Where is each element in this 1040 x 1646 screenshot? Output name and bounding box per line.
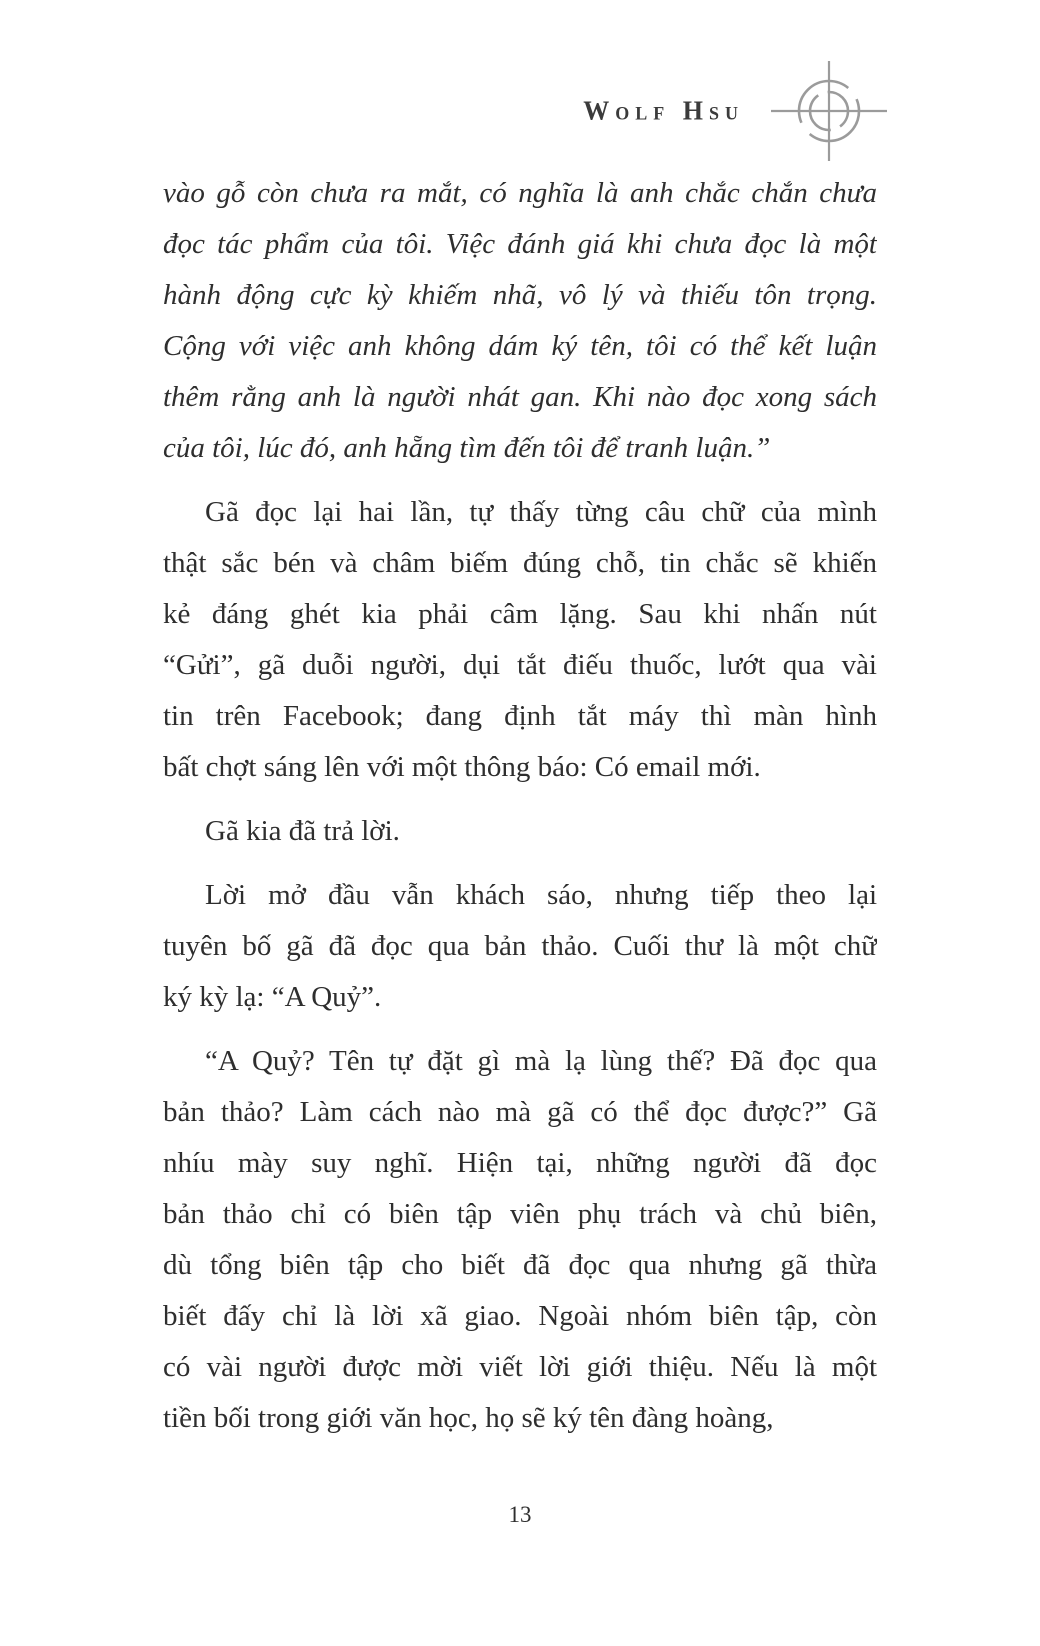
text-line: biết đấy chỉ là lời xã giao. Ngoài nhóm biên tập, còn [163,1300,877,1332]
text-line: nhíu mày suy nghĩ. Hiện tại, những người đã đọc [163,1147,877,1179]
text-line: bản thảo chỉ có biên tập viên phụ trách và chủ biên, [163,1198,877,1230]
text-line: Cộng với việc anh không dám ký tên, tôi có thể kết luận [163,330,877,362]
text-line: vào gỗ còn chưa ra mắt, có nghĩa là anh chắc chắn chưa [163,177,877,209]
text-line: “A Quỷ? Tên tự đặt gì mà lạ lùng thế? Đã đọc qua [205,1045,877,1077]
paragraph [163,1036,877,1444]
text-line: tuyên bố gã đã đọc qua bản thảo. Cuối thư là một chữ [163,930,877,962]
text-line: thật sắc bén và châm biếm đúng chỗ, tin chắc sẽ khiến [163,547,877,579]
text-block [163,168,877,1457]
text-line: kẻ đáng ghét kia phải câm lặng. Sau khi nhấn nút [163,598,877,630]
page-number: 13 [508,1502,532,1527]
text-line: ký kỳ lạ: “A Quỷ”. [163,981,382,1013]
text-line: có vài người được mời viết lời giới thiệu. Nếu là một [163,1351,877,1383]
text-line: tin trên Facebook; đang định tắt máy thì màn hình [163,700,877,732]
text-line: thêm rằng anh là người nhát gan. Khi nào đọc xong sách [163,381,877,413]
text-line: dù tổng biên tập cho biết đã đọc qua nhưng gã thừa [163,1249,877,1281]
text-line: Gã đọc lại hai lần, tự thấy từng câu chữ của mình [205,496,877,528]
text-line: của tôi, lúc đó, anh hẵng tìm đến tôi để tranh luận.” [163,432,771,464]
paragraph [163,168,877,474]
text-line: bất chợt sáng lên với một thông báo: Có email mới. [163,751,761,783]
text-line: Lời mở đầu vẫn khách sáo, nhưng tiếp theo lại [205,879,877,911]
text-line: Gã kia đã trả lời. [205,815,400,847]
text-line: “Gửi”, gã duỗi người, dụi tắt điếu thuốc, lướt qua vài [163,649,877,681]
compass-crosshair-icon [770,60,888,162]
paragraph [163,870,877,1023]
paragraph [163,487,877,793]
text-line: bản thảo? Làm cách nào mà gã có thể đọc được?” Gã [163,1096,877,1128]
text-line: tiền bối trong giới văn học, họ sẽ ký tên đàng hoàng, [163,1402,774,1434]
author-name: Wolf Hsu [583,95,744,126]
text-line: hành động cực kỳ khiếm nhã, vô lý và thiếu tôn trọng. [163,279,877,311]
text-line: đọc tác phẩm của tôi. Việc đánh giá khi chưa đọc là một [163,228,877,260]
running-header [583,60,888,162]
paragraph [163,806,877,857]
